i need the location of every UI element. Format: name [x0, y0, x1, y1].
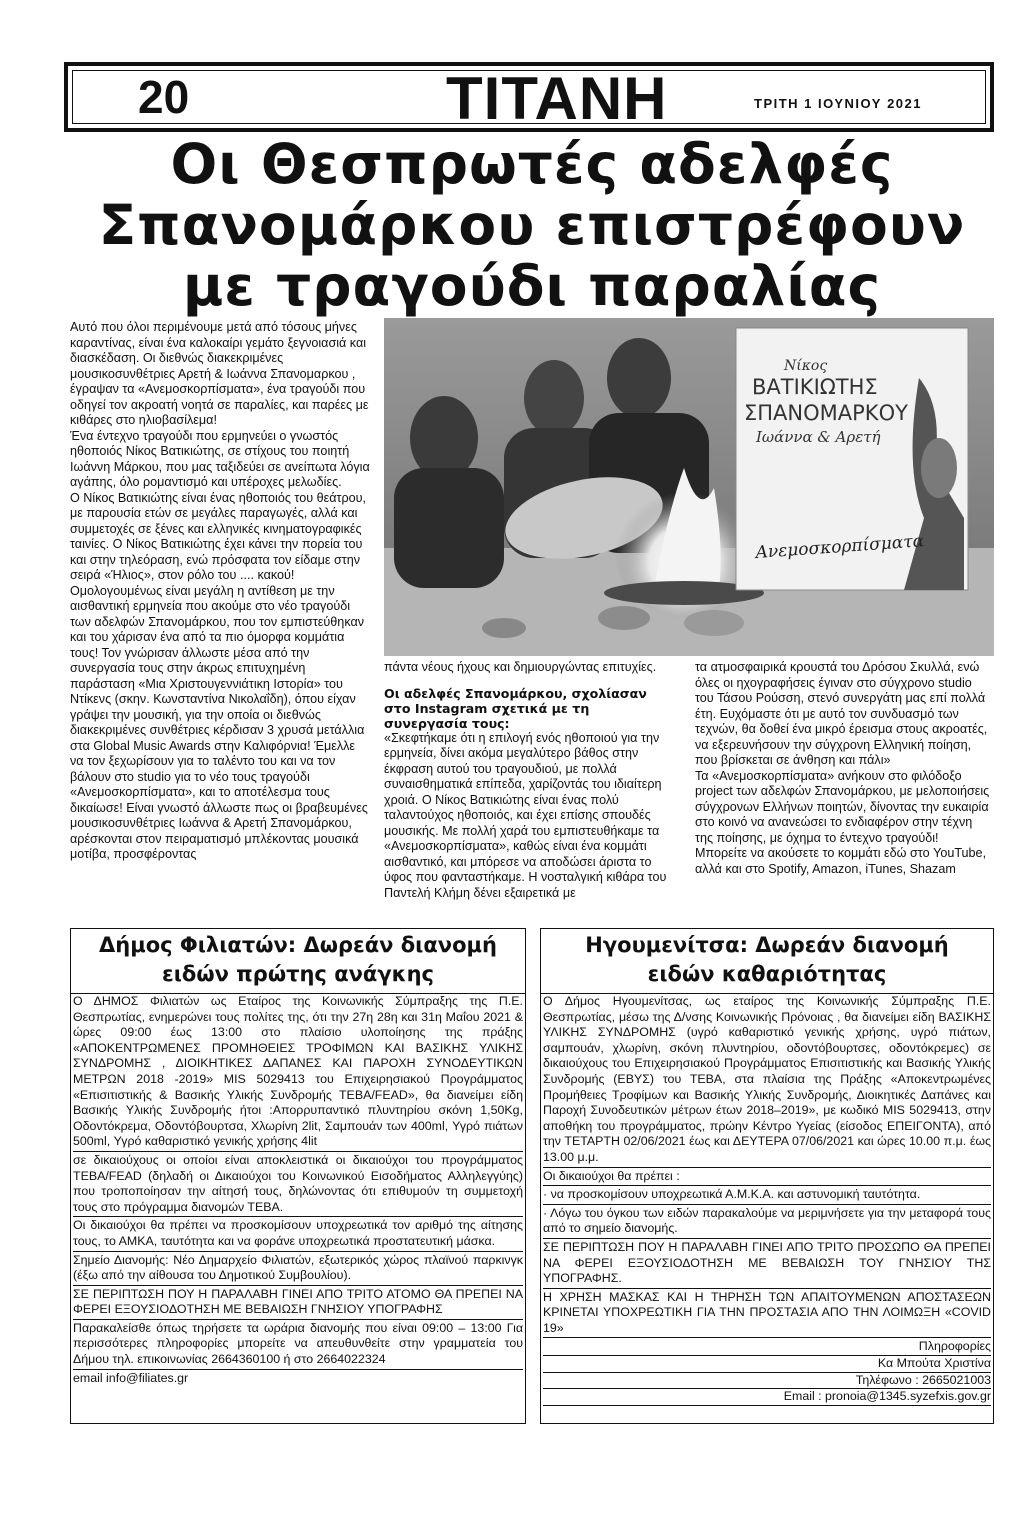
- article-paragraph: Μπορείτε να ακούσετε το κομμάτι εδώ στο YouTube, αλλά και στο Spotify, Amazon, iTunes, Shazam: [695, 846, 987, 876]
- contact-name: Κα Μπούτα Χριστίνα: [543, 1356, 991, 1373]
- notice-paragraph: ΣΕ ΠΕΡΙΠΤΩΣΗ ΠΟΥ Η ΠΑΡΑΛΑΒΗ ΓΙΝΕΙ ΑΠΟ ΤΡΙΤΟ ΑΤΟΜΟ ΘΑ ΠΡΕΠΕΙ ΝΑ ΦΕΡΕΙ ΕΞΟΥΣΙΟΔΟΤΗΣΗ ΜΕ ΒΕΒΑΙΩΣΗ ΓΝΗΣΙΟΥ ΥΠΟΓΡΑΦΗΣ: [73, 1287, 523, 1320]
- notice-paragraph: Σημείο Διανομής: Νέο Δημαρχείο Φιλιατών, εξωτερικός χώρος πλαϊνού παρκινγκ (έξω από την αίθουσα του Δημοτικού Συμβουλίου).: [73, 1253, 523, 1286]
- contact-label: Πληροφορίες: [543, 1339, 991, 1356]
- contact-phone: Τηλέφωνο : 2665021003: [543, 1373, 991, 1390]
- headline-line-3: με τραγούδι παραλίας: [182, 254, 882, 318]
- notice-paragraph: Ο ΔΗΜΟΣ Φιλιατών ως Εταίρος της Κοινωνικής Σύμπραξης της Π.Ε. Θεσπρωτίας, ενημερώνει τους πολίτες της, ότι την 27η 28η και 31η Μαΐου 2021 & ώρες 09:00 έως 13:00 στο πλαίσιο υλοποίησης της πράξης «ΑΠΟΚΕΝΤΡΩΜΕΝΕΣ ΠΡΟΜΗΘΕΙΕΣ ΤΡΟΦΙΜΩΝ ΚΑΙ ΒΑΣΙΚΗΣ ΥΛΙΚΗΣ ΣΥΝΔΡΟΜΗΣ , ΔΙΟΙΚΗΤΙΚΕΣ ΔΑΠΑΝΕΣ ΚΑΙ ΠΑΡΟΧΗ ΣΥΝΟΔΕΥΤΙΚΩΝ ΜΕΤΡΩΝ 2018 -2019» MIS 5029413 του Επιχειρησιακού Προγράμματος «Επισιτιστικής & Βασικής Υλικής Συνδρομής ΤΕΒΑ/FEAD», θα διανείμει είδη Βασικής Υλικής Συνδρομής ήτοι :Απορρυπαντικό πλυντηρίου σκόνη 1,50Kg, Οδοντόκρεμα, Οδοντόβουρτσα, Χλωρίνη 2lit, Σαμπουάν των 400ml, Υγρό πιάτων 500ml, Υγρό καθαριστικό γενικής χρήσης 4lit: [73, 994, 523, 1152]
- article-paragraph: Αυτό που όλοι περιμένουμε μετά από τόσους μήνες καραντίνας, είναι ένα καλοκαίρι γεμάτο ξεγνοιασιά και διασκέδαση. Οι διεθνώς διακεκριμένες μουσικοσυνθέτριες Αρετή & Ιωάννα Σπανομαρκου , έγραψαν τα «Ανεμοσκορπίσματα», ένα τραγούδι που οδηγεί τον ακροατή νοητά σε παραλίες, και παρέες με κιθάρες στο ηλιοβασίλεμα!: [70, 320, 369, 427]
- notice-paragraph: ΣΕ ΠΕΡΙΠΤΩΣΗ ΠΟΥ Η ΠΑΡΑΛΑΒΗ ΓΙΝΕΙ ΑΠΟ ΤΡΙΤΟ ΠΡΟΣΩΠΟ ΘΑ ΠΡΕΠΕΙ ΝΑ ΦΕΡΕΙ ΕΞΟΥΣΙΟΔΟΤΗΣΗ ΜΕ ΒΕΒΑΙΩΣΗ ΤΟΥ ΓΝΗΣΙΟΥ ΤΗΣ ΥΠΟΓΡΑΦΗΣ.: [543, 1240, 991, 1289]
- notice-paragraph: · Λόγω του όγκου των ειδών παρακαλούμε να μεριμνήσετε για την μεταφορά τους από το σημείο διανομής.: [543, 1206, 991, 1239]
- notice-paragraph: Παρακαλείσθε όπως τηρήσετε τα ωράρια διανομής που είναι 09:00 – 13:00 Για περισσότερες πληροφορίες μπορείτε να απευθυνθείτε στην γραμματεία του Δήμου τηλ. επικοινωνίας 2664360100 ή στο 2664022324: [73, 1321, 523, 1370]
- article-column-1: [70, 320, 370, 863]
- article-paragraph: Ένα έντεχνο τραγούδι που ερμηνεύει ο γνωστός ηθοποιός Νίκος Βατικιώτης, σε στίχους του ποιητή Ιωάννη Μάρκου, που μας ταξιδεύει σε ανείπωτα λόγια αγάπης, όλο ρομαντισμό και υπέροχες μελωδίες.: [70, 428, 370, 489]
- notice-paragraph: Ο Δήμος Ηγουμενίτσας, ως εταίρος της Κοινωνικής Σύμπραξης Π.Ε. Θεσπρωτίας, μέσω της Δ/νσης Κοινωνικής Πρόνοιας , θα διανείμει είδη ΒΑΣΙΚΗΣ ΥΛΙΚΗΣ ΣΥΝΔΡΟΜΗΣ (υγρό καθαριστικό γενικής χρήσης, υγρό πιάτων, σαμπουάν, χλωρίνη, σκόνη πλυντηρίου, οδοντόβουρτσες, οδοντόκρεμες) σε δικαιούχους του Επιχειρησιακού Προγράμματος Επισιτιστικής και Βασικής Υλικής Συνδρομής (ΕΒΥΣ) του ΤΕΒΑ, στα πλαίσια της Πράξης «Αποκεντρωμένες Προμήθειες Τροφίμων και Βασικής Υλικής Συνδρομής, Διοικητικές Δαπάνες και Παροχή Συνοδευτικών μέτρων έτων 2018–2019», με κωδικό MIS 5029413, στην αποθήκη του προγράμματος, πρώην Κέντρο Υγείας (είσοδος ΕΠΕΙΓΟΝΤΑ), από την ΤΕΤΑΡΤΗ 02/06/2021 έως και ΔΕΥΤΕΡΑ 07/06/2021 και ώρες 10.00 π.μ. έως 13.00 μ.μ.: [543, 994, 991, 1168]
- issue-date: ΤΡΙΤΗ 1 ΙΟΥΝΙΟΥ 2021: [754, 96, 922, 111]
- cover-name-1: ΒΑΤΙΚΙΩΤΗΣ: [752, 375, 878, 399]
- article-paragraph: Τα «Ανεμοσκορπίσματα» ανήκουν στο φιλόδοξο project των αδελφών Σπανομάρκου, με μελοποιήσεις σύγχρονων Ελλήνων ποιητών, δίνοντας την ευκαιρία στο κοινό να ανανεώσει το ενδιαφέρον στην τέχνη της ποίησης, με όχημα το έντεχνο τραγούδι!: [695, 768, 990, 845]
- article-paragraph: πάντα νέους ήχους και δημιουργώντας επιτυχίες.: [384, 660, 657, 674]
- headline-line-1: Οι Θεσπρωτές αδελφές: [170, 132, 894, 196]
- masthead: [64, 62, 994, 132]
- article-headline: [70, 134, 994, 317]
- contact-email: Email : pronoia@1345.syzefxis.gov.gr: [543, 1389, 991, 1406]
- notice-box-filiates: [70, 928, 526, 1424]
- notice-contact: [541, 1339, 993, 1405]
- page-number: 20: [138, 71, 190, 123]
- notice-paragraph: σε δικαιούχους οι οποίοι είναι αποκλειστικά οι δικαιούχοι του προγράμματος ΤΕΒΑ/FEAD (δηλαδή οι Δικαιούχοι του Κοινωνικού Εισοδήματος Αλληλεγγύης) που τροποποίησαν την αίτησή τους, δηλώνοντας ότι επιθυμούν τη συμμετοχή τους στο πρόγραμμα διανομών ΤΕΒΑ.: [73, 1153, 523, 1217]
- article-paragraph: Ομολογουμένως είναι μεγάλη η αντίθεση με την αισθαντική ερμηνεία που ακούμε στο νέο τραγούδι των αδελφών Σπανομάρκου, που τον εμπιστεύθηκαν και του χάρισαν ένα από τα πιο όμορφα κομμάτια τους! Τον γνώρισαν άλλωστε μέσα από την συνεργασία τους στην άκρως επιτυχημένη παράσταση «Μια Χριστουγεννιάτικη Ιστορία» του Ντίκενς (σκην. Κωνσταντίνα Νικολαΐδη), όπου είχαν γράψει την μουσική, για την οποία οι διεθνώς διακεκριμένες συνθέτριες κέρδισαν 3 χρυσά μετάλλια στα Global Music Awards στην Καλιφόρνια! Έμελλε να τον ξεχωρίσουν για το ταλέντο του και να τον βάλουν στο studio για το νέο τους τραγούδι «Ανεμοσκορπίσματα», και το αποτέλεσμα τους δικαίωσε! Είναι γνωστό άλλωστε πως οι βραβευμένες μουσικοσυνθέτριες Ιωάννα & Αρετή Σπανομάρκου, αρέσκονται στον πειραματισμό μπλέκοντας μουσικά μοτίβα, προσφέροντας: [70, 583, 368, 861]
- notice-body: [541, 994, 993, 1338]
- notice-title: [71, 929, 525, 994]
- cover-name-2: ΣΠΑΝΟΜΑΡΚΟΥ: [744, 401, 908, 425]
- article-column-3: [695, 660, 993, 877]
- notice-title-line: Δήμος Φιλιατών: Δωρεάν διανομή: [99, 933, 497, 957]
- article-paragraph: Ο Νίκος Βατικιώτης είναι ένας ηθοποιός του θεάτρου, με παρουσία ετών σε μεγάλες παραγωγές, αλλά και συμμετοχές σε ξένες και ελληνικές κινηματογραφικές ταινίες. Ο Νίκος Βατικιώτης έχει κάνει την πορεία του και στην τηλεόραση, ενώ πρόσφατα τον είδαμε στην σειρά «Ήλιος», στον ρόλο του .... κακού!: [70, 490, 367, 582]
- notice-body: [71, 994, 525, 1387]
- headline-line-2: Σπανομάρκου επιστρέφουν: [98, 193, 966, 257]
- newspaper-name: ΤΙΤΑΝΗ: [446, 65, 668, 132]
- notice-title-line: ειδών καθαριότητας: [647, 962, 887, 986]
- article-paragraph: τα ατμοσφαιρικά κρουστά του Δρόσου Σκυλλά, ενώ όλες οι ηχογραφήσεις έγιναν στο σύγχρονο studio του Τάσου Ρούσση, στενό συνεργάτη μας επί πολλά έτη. Ευχόμαστε ότι με αυτό τον συνδυασμό των τεχνών, θα δοθεί ένα μικρό έρεισμα στους ακροατές, να εξερευνήσουν την σύγχρονη Ελληνική ποίηση, που βρίσκεται σε άνθηση και πάλι»: [695, 660, 988, 767]
- article-photo: [384, 318, 994, 656]
- article-subhead: Οι αδελφές Σπανομάρκου, σχολίασαν στο Instagram σχετικά με τη συνεργασία τους:: [384, 685, 647, 731]
- notice-box-igoumenitsa: [540, 928, 994, 1424]
- notice-email: email info@filiates.gr: [73, 1370, 189, 1385]
- notice-title-line: Ηγουμενίτσα: Δωρεάν διανομή: [585, 933, 949, 957]
- article-column-2: [384, 660, 676, 901]
- notice-paragraph: Η ΧΡΗΣΗ ΜΑΣΚΑΣ ΚΑΙ Η ΤΗΡΗΣΗ ΤΩΝ ΑΠΑΙΤΟΥΜΕΝΩΝ ΑΠΟΣΤΑΣΕΩΝ ΚΡΙΝΕΤΑΙ ΥΠΟΧΡΕΩΤΙΚΗ ΓΙΑ ΤΗΝ ΠΡΟΣΤΑΣΙΑ ΑΠΟ ΤΗΝ ΛΟΙΜΩΞΗ «COVID 19»: [543, 1290, 991, 1339]
- notice-title: [541, 929, 993, 994]
- notice-title-line: ειδών πρώτης ανάγκης: [162, 962, 434, 986]
- cover-name-top: Νίκος: [784, 358, 828, 374]
- notice-paragraph: · να προσκομίσουν υποχρεωτικά Α.Μ.Κ.Α. και αστυνομική ταυτότητα.: [543, 1187, 991, 1205]
- notice-paragraph: Οι δικαιούχοι θα πρέπει να προσκομίσουν υποχρεωτικά τον αριθμό της αίτησης τους, το ΑΜΚΑ, ταυτότητα και να φοράνε υποχρεωτικά προστατευτική μάσκα.: [73, 1218, 523, 1251]
- notice-paragraph: Οι δικαιούχοι θα πρέπει :: [543, 1169, 991, 1187]
- cover-names-script: Ιωάννα & Αρετή: [756, 428, 881, 446]
- article-paragraph: «Σκεφτήκαμε ότι η επιλογή ενός ηθοποιού για την ερμηνεία, δίνει ακόμα μεγαλύτερο βάθος στην έκφραση αυτού του τραγουδιού, με πολλά συναισθηματικά επίπεδα, χαρίζοντάς του ιδιαίτερη χροιά. Ο Νίκος Βατικιώτης είναι ένας πολύ ταλαντούχος ηθοποιός, και έχει επίσης σπουδές μουσικής. Με πολλή χαρά του εμπιστευθήκαμε τα «Ανεμοσκορπίσματα», καθώς είναι ένα κομμάτι αισθαντικό, και μπόρεσε να αποδώσει άριστα το ύφος που φανταστήκαμε. Η νοσταλγική κιθάρα του Παντελή Κλήμη δένει εξαιρετικά με: [384, 730, 667, 900]
- cover-song-title: Ανεμοσκορπίσματα: [754, 531, 925, 563]
- photo-illustration: [384, 318, 994, 656]
